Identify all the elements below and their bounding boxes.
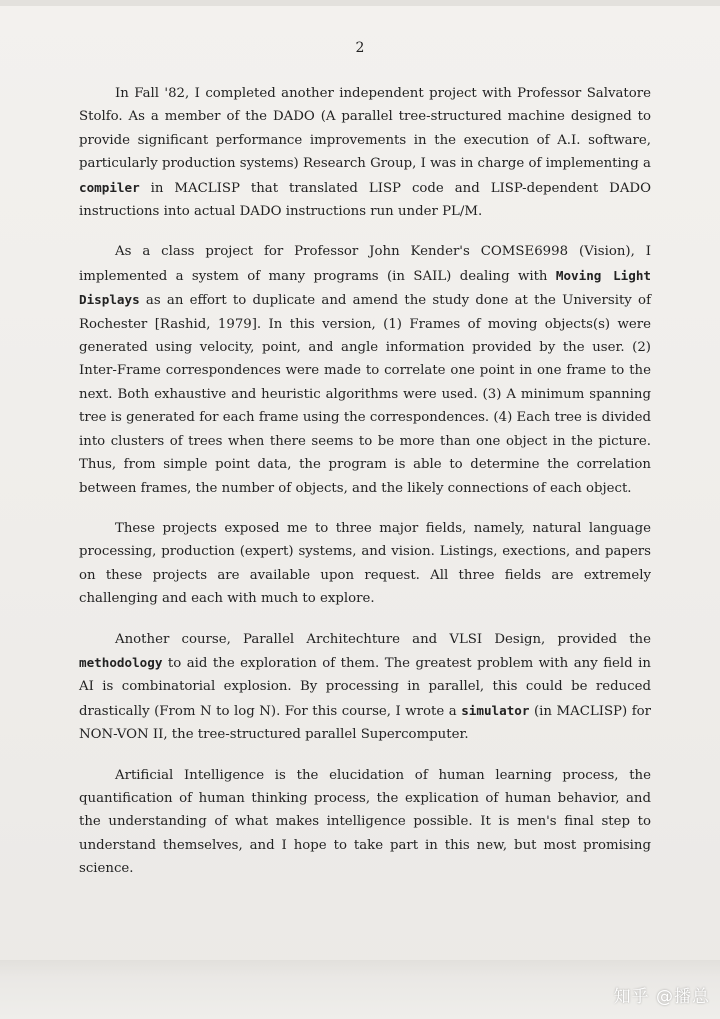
paragraph-text: Artificial Intelligence is the elucidation of human learning process, the quantification of human thinking process, the explication of human behavior, and the understanding of what makes intelligence possible. It is men's final step to understand themselves, and I hope to take part in this new, but most promising science. [79, 767, 651, 877]
watermark-text: 知乎 @播总 [613, 987, 710, 1007]
bold-term-compiler: compiler [79, 179, 140, 195]
paragraph-text: Another course, Parallel Architechture and VLSI Design, provided the [115, 631, 651, 647]
paragraph-text: as an effort to duplicate and amend the study done at the University of Rochester [Rashid, 1979]. In this version, (1) Frames of moving objects(s) were generated using velocity, point, and angle information provided by the user. (2) Inter-Frame correspondences were made to correlate one point in one frame to the next. Both exhaustive and heuristic algorithms were used. (3) A minimum spanning tree is generated for each frame using the correspondences. (4) Each tree is divided into clusters of trees when there seems to be more than one object in the picture. Thus, from simple point data, the program is able to determine the correlation between frames, the number of objects, and the likely connections of each object. [79, 293, 651, 496]
paragraph-text: in MACLISP that translated LISP code and LISP-dependent DADO instructions into actual DADO instructions run under PL/M. [79, 180, 651, 220]
bold-term-methodology: methodology [79, 654, 163, 670]
bold-term-moving-light-displays: Moving Light Displays [79, 267, 651, 308]
bold-term-simulator: simulator [461, 702, 530, 718]
paragraph-text: These projects exposed me to three major fields, namely, natural language processing, production (expert) systems, and vision. Listings, exections, and papers on these projects are available upon request. All three fields are extremely challenging and each with much to explore. [79, 520, 651, 607]
paragraph-text: (in MACLISP) for NON-VON II, the tree-structured parallel Supercomputer. [79, 703, 651, 743]
page-number: 2 [355, 40, 365, 56]
paragraph [79, 628, 651, 747]
paragraph-text: As a class project for Professor John Kender's COMSE6998 (Vision), I implemented a system of many programs (in SAIL) dealing with [79, 244, 651, 284]
paragraph [79, 764, 651, 881]
page-bottom-fold [0, 960, 720, 1019]
paragraph [79, 82, 651, 223]
letter-body [79, 82, 651, 898]
page-top-edge [0, 0, 720, 6]
paragraph-text: to aid the exploration of them. The greatest problem with any field in AI is combinatorial explosion. By processing in parallel, this could be reduced drastically (From N to log N). For this course, I wrote a [79, 655, 651, 719]
paragraph-text: In Fall '82, I completed another independent project with Professor Salvatore Stolfo. As a member of the DADO (A parallel tree-structured machine designed to provide significant performance improvements in the execution of A.I. software, particularly production systems) Research Group, I was in charge of implementing a [79, 86, 651, 172]
paragraph [79, 517, 651, 611]
paragraph [79, 240, 651, 499]
